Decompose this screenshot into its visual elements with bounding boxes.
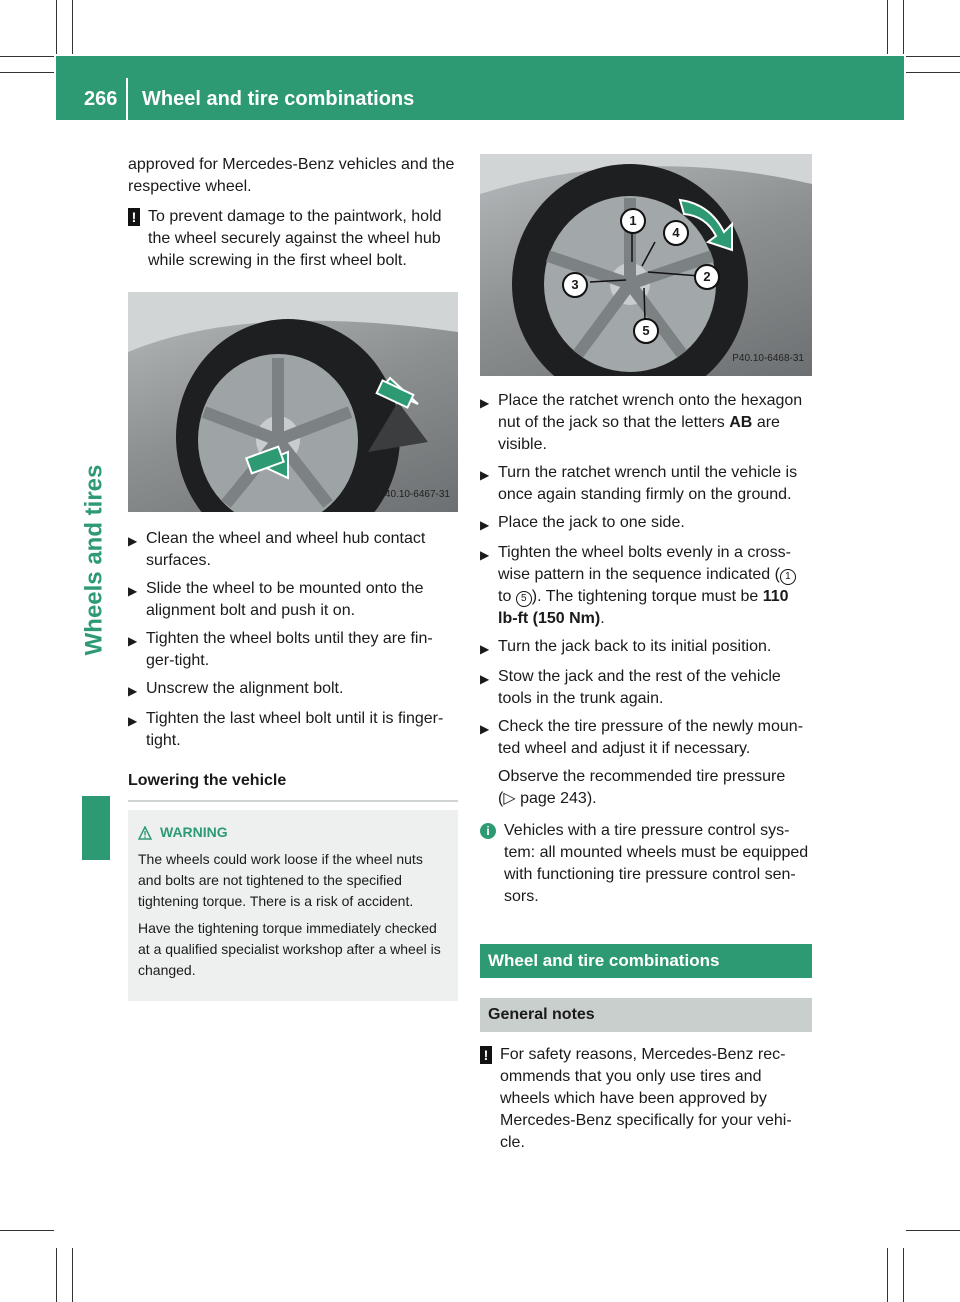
list-item xyxy=(480,666,812,710)
torque-value: 110 lb-ft (150 Nm) xyxy=(498,588,789,627)
step-arrow-icon: ▶ xyxy=(128,534,138,548)
step-text-part: ). The tightening torque must be xyxy=(531,588,759,605)
list-item xyxy=(480,512,812,536)
info-text: Vehicles with a tire pressure control sys-tem: all mounted wheels must be equipped with functioning tire pressure control sen-sors. xyxy=(504,822,809,905)
crop-mark xyxy=(0,72,54,73)
step-text: Tighten the wheel bolts until they are fin-ger-tight. xyxy=(146,630,433,669)
list-item xyxy=(128,708,458,752)
crop-mark xyxy=(0,1230,54,1231)
crop-mark xyxy=(887,0,888,54)
list-item xyxy=(128,678,458,702)
warning-title-text: WARNING xyxy=(160,824,228,840)
warning-text: The wheels could work loose if the wheel nuts and bolts are not tightened to the specified tightening torque. There is a risk of accident. xyxy=(138,851,423,909)
crop-mark xyxy=(72,0,73,54)
caution-note xyxy=(128,206,458,272)
section-heading-green: Wheel and tire combinations xyxy=(480,944,812,978)
caution-text: For safety reasons, Mercedes-Benz rec-ommends that you only use tires and wheels which have been approved by Mercedes-Benz specifically for your vehi-cle. xyxy=(500,1046,792,1151)
wheel-mount-illustration xyxy=(128,292,458,512)
side-label xyxy=(74,340,114,780)
step-text: Turn the ratchet wrench until the vehicle is once again standing firmly on the ground. xyxy=(498,464,798,503)
step-text: Clean the wheel and wheel hub contact surfaces. xyxy=(146,530,426,569)
figure-code: P40.10-6467-31 xyxy=(378,489,450,500)
list-item xyxy=(480,542,812,630)
list-item xyxy=(480,462,812,506)
crop-mark xyxy=(56,0,57,54)
page-reference-link[interactable]: (▷ page 243). xyxy=(498,790,597,807)
note-text: Observe the recommended tire pressure xyxy=(498,768,786,785)
side-tab xyxy=(82,796,110,860)
crop-mark xyxy=(903,0,904,54)
callout-5: 5 xyxy=(633,318,659,344)
list-item xyxy=(128,628,458,672)
caution-text: To prevent damage to the paintwork, hold the wheel securely against the wheel hub while screwing in the first wheel bolt. xyxy=(148,208,442,269)
crop-mark xyxy=(56,1248,57,1302)
info-note xyxy=(480,820,812,908)
step-arrow-icon: ▶ xyxy=(480,548,490,562)
crop-mark xyxy=(906,56,960,57)
step-text: Place the jack to one side. xyxy=(498,514,685,531)
list-item xyxy=(480,390,812,456)
step-arrow-icon: ▶ xyxy=(128,584,138,598)
list-item xyxy=(128,528,458,572)
crop-mark xyxy=(72,1248,73,1302)
circle-5-icon: 5 xyxy=(516,591,532,607)
step-arrow-icon: ▶ xyxy=(480,642,490,656)
letters-ab: AB xyxy=(729,414,753,431)
caution-note xyxy=(480,1044,812,1154)
step-text-part: are visible. xyxy=(498,414,780,453)
step-text-part: Place the ratchet wrench onto the hexagon nut of the jack so that the letters xyxy=(498,392,803,431)
intro-text: approved for Mercedes-Benz vehicles and the respective wheel. xyxy=(128,156,455,195)
header-divider xyxy=(126,78,128,120)
callout-1: 1 xyxy=(620,208,646,234)
crop-mark xyxy=(887,1248,888,1302)
step-text: Slide the wheel to be mounted onto the alignment bolt and push it on. xyxy=(146,580,424,619)
info-icon: i xyxy=(480,823,496,839)
step-note xyxy=(480,766,812,810)
bolt-sequence-figure xyxy=(480,154,812,376)
step-text: Stow the jack and the rest of the vehicle tools in the trunk again. xyxy=(498,668,781,707)
caution-icon: ! xyxy=(128,208,140,226)
right-column xyxy=(480,154,812,1168)
step-arrow-icon: ▶ xyxy=(128,714,138,728)
crop-mark xyxy=(0,56,54,57)
step-text: Unscrew the alignment bolt. xyxy=(146,680,344,697)
step-text-part: to xyxy=(498,588,512,605)
page-number: 266 xyxy=(84,88,118,110)
step-text: Check the tire pressure of the newly moun-ted wheel and adjust it if necessary. xyxy=(498,718,804,757)
list-item xyxy=(480,716,812,760)
list-item xyxy=(128,578,458,622)
step-text: Tighten the last wheel bolt until it is finger-tight. xyxy=(146,710,444,749)
step-text xyxy=(498,390,812,456)
circle-1-icon: 1 xyxy=(780,569,796,585)
warning-triangle-icon xyxy=(138,826,152,840)
section-heading: Lowering the vehicle xyxy=(128,770,458,802)
side-label-text: Wheels and tires xyxy=(80,464,108,656)
warning-text: Have the tightening torque immediately checked at a qualified specialist workshop after a wheel is changed. xyxy=(138,920,441,978)
step-text: Turn the jack back to its initial position. xyxy=(498,638,772,655)
caution-icon: ! xyxy=(480,1046,492,1064)
step-arrow-icon: ▶ xyxy=(480,468,490,482)
step-arrow-icon: ▶ xyxy=(480,396,490,410)
warning-title xyxy=(138,822,448,843)
step-text-part: Tighten the wheel bolts evenly in a cross-wise pattern in the sequence indicated ( xyxy=(498,544,791,583)
figure-code: P40.10-6468-31 xyxy=(732,353,804,364)
list-item xyxy=(480,636,812,660)
warning-box xyxy=(128,810,458,1001)
step-arrow-icon: ▶ xyxy=(480,722,490,736)
callout-4: 4 xyxy=(663,220,689,246)
crop-mark xyxy=(903,1248,904,1302)
crop-mark xyxy=(906,1230,960,1231)
callout-3: 3 xyxy=(562,272,588,298)
page-title: Wheel and tire combinations xyxy=(142,88,415,110)
step-arrow-icon: ▶ xyxy=(480,672,490,686)
step-arrow-icon: ▶ xyxy=(128,634,138,648)
crop-mark xyxy=(906,72,960,73)
step-text: Tighten the wheel bolts evenly in a cross-wise pattern in the sequence indicated ( 1 to 5 ). The tightening torque must be 110 lb-ft (150 Nm). xyxy=(498,542,812,630)
step-arrow-icon: ▶ xyxy=(128,684,138,698)
callout-2: 2 xyxy=(694,264,720,290)
section-heading-grey: General notes xyxy=(480,998,812,1032)
left-column xyxy=(128,154,458,1001)
step-arrow-icon: ▶ xyxy=(480,518,490,532)
wheel-mount-figure xyxy=(128,292,458,512)
